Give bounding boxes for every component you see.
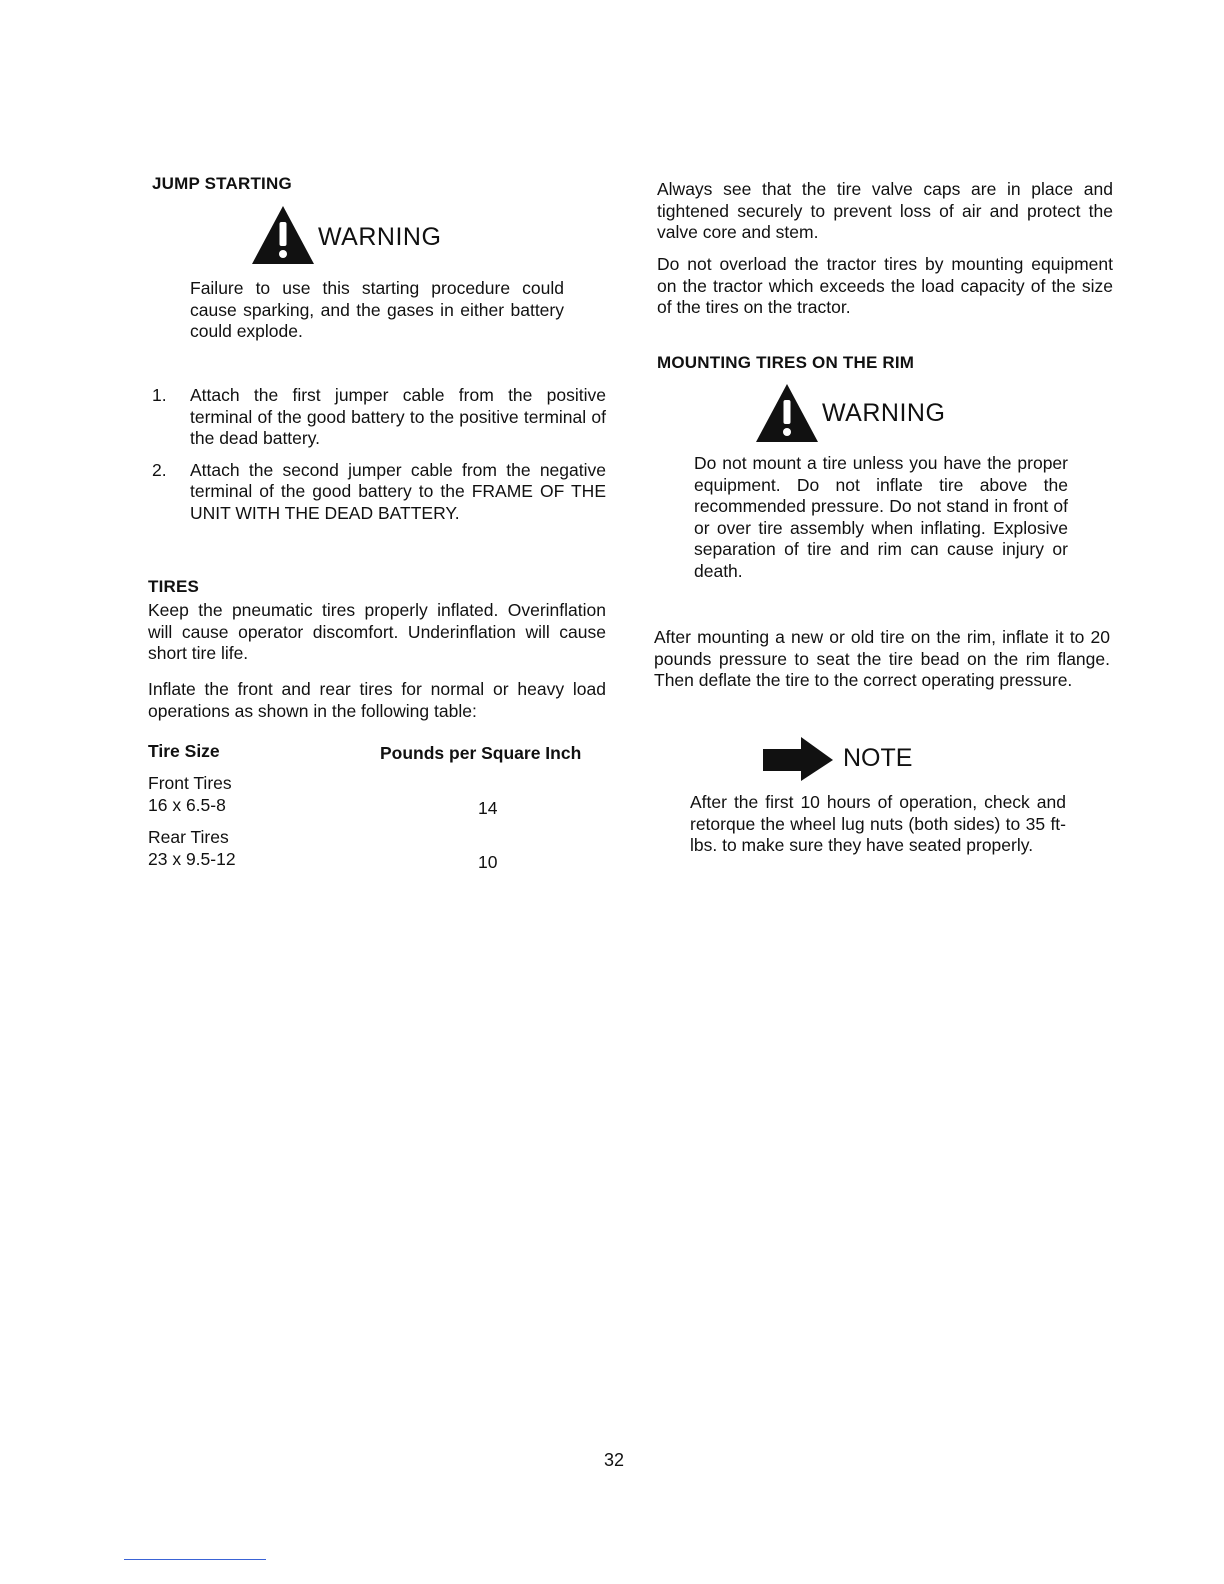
jump-starting-warning-text: Failure to use this starting procedure could cause sparking, and the gases in either battery could explode. [190, 278, 564, 341]
after-mounting-paragraph: After mounting a new or old tire on the rim, inflate it to 20 pounds pressure to seat the tire bead on the rim flange. Then deflate the tire to the correct operating pressure. [654, 627, 1110, 690]
mounting-tires-heading: MOUNTING TIRES ON THE RIM [657, 353, 915, 372]
jump-starting-steps [152, 385, 606, 524]
warning-triangle-icon [754, 382, 820, 444]
table-row-front-psi: 14 [478, 798, 498, 818]
mounting-warning [754, 382, 945, 444]
table-row-rear-size: 23 x 9.5-12 [148, 849, 236, 869]
step-text: Attach the second jumper cable from the negative terminal of the good battery to the FRAME OF THE UNIT WITH THE DEAD BATTERY. [190, 459, 606, 523]
tires-para-2: Inflate the front and rear tires for normal or heavy load operations as shown in the following table: [148, 679, 606, 721]
table-row-rear-label: Rear Tires [148, 827, 229, 847]
tires-para-1: Keep the pneumatic tires properly inflated. Overinflation will cause operator discomfort. Underinflation will cause short tire life. [148, 600, 606, 663]
warning-label: WARNING [318, 223, 442, 251]
list-item [152, 460, 606, 525]
warning-label: WARNING [822, 399, 946, 427]
table-row-rear-psi: 10 [478, 852, 498, 872]
table-header-tire-size: Tire Size [148, 741, 220, 761]
table-header-psi: Pounds per Square Inch [380, 743, 582, 763]
note-text: After the first 10 hours of operation, check and retorque the wheel lug nuts (both sides) to 35 ft-lbs. to make sure they have seated properly. [690, 792, 1066, 855]
mounting-warning-text: Do not mount a tire unless you have the proper equipment. Do not inflate tire above the recommended pressure. Do not stand in front of or over tire assembly when inflating. Explosive separation of tire and rim can cause injury or death. [694, 453, 1068, 581]
page-number: 32 [604, 1450, 625, 1470]
table-row-front-label: Front Tires [148, 773, 232, 793]
jump-starting-heading: JUMP STARTING [152, 174, 292, 193]
valve-caps-paragraph: Always see that the tire valve caps are in place and tightened securely to prevent loss of air and protect the valve core and stem. [657, 179, 1113, 242]
table-row-front-size: 16 x 6.5-8 [148, 795, 226, 815]
warning-triangle-icon [250, 204, 316, 266]
step-text: Attach the first jumper cable from the positive terminal of the good battery to the positive terminal of the dead battery. [190, 385, 606, 448]
step-number: 1. [152, 385, 167, 405]
list-item [152, 385, 606, 450]
note-label: NOTE [843, 744, 913, 772]
overload-paragraph: Do not overload the tractor tires by mounting equipment on the tractor which exceeds the load capacity of the size of the tires on the tractor. [657, 254, 1113, 317]
footer-rule [124, 1559, 266, 1560]
jump-starting-warning [250, 204, 441, 266]
step-number: 2. [152, 459, 167, 480]
note-callout [763, 735, 912, 783]
arrow-right-icon [763, 735, 835, 783]
tires-heading: TIRES [148, 577, 200, 596]
